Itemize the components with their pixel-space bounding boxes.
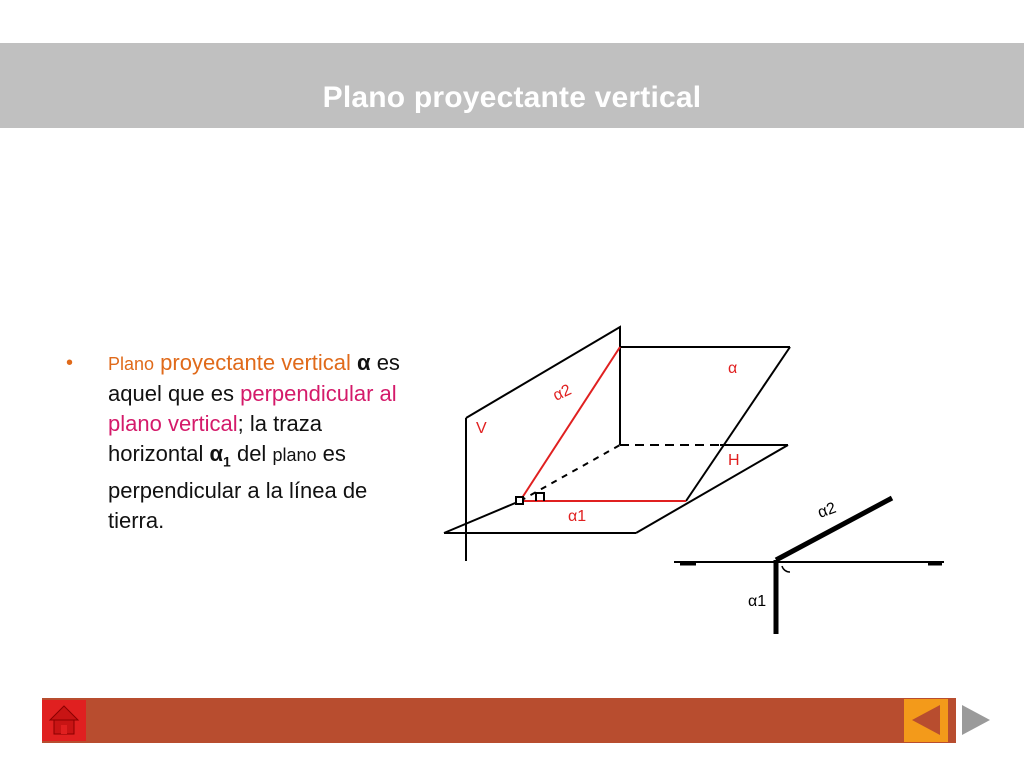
text-perpendicular-linea: es perpendicular a la línea de tierra.	[108, 441, 368, 534]
bullet-marker: •	[66, 352, 74, 374]
text-alpha: α	[357, 350, 371, 375]
text-proyectante-vertical: proyectante vertical	[154, 350, 351, 375]
page-title: Plano proyectante vertical	[322, 81, 702, 114]
alpha-right-edge	[686, 347, 790, 501]
text-plano: Plano	[108, 354, 155, 374]
label-alpha: α	[728, 360, 738, 377]
label-h: H	[728, 452, 740, 469]
bullet-text	[108, 348, 408, 536]
left-lower-edge	[444, 501, 520, 533]
right-angle-arc	[782, 566, 790, 572]
next-button[interactable]	[956, 698, 997, 743]
alpha2-trace	[520, 347, 620, 501]
title-bar	[0, 43, 1024, 128]
orthographic-diagram	[670, 494, 950, 639]
label-v: V	[476, 420, 487, 437]
label-alpha2-proj: α2	[815, 499, 839, 522]
right-angle-marker	[536, 493, 544, 501]
text-plano-small: plano	[272, 445, 317, 465]
home-icon	[42, 700, 86, 741]
text-es-aquel: es aquel que es	[108, 350, 400, 406]
text-perpendicular-plano-vertical: perpendicular al plano vertical	[108, 381, 397, 436]
arrow-right-icon	[956, 698, 997, 743]
label-alpha2: α2	[550, 381, 575, 405]
label-alpha1-proj: α1	[748, 593, 767, 610]
origin-marker	[516, 497, 523, 504]
text-alpha1: $\alpha_1$	[209, 441, 231, 470]
arrow-left-icon	[904, 699, 948, 742]
label-alpha1: α1	[568, 508, 587, 525]
home-button[interactable]	[42, 700, 86, 741]
text-del: del	[230, 441, 273, 466]
footer-bar	[42, 698, 997, 743]
vertical-plane-outline	[466, 327, 620, 445]
text-la-traza: ; la traza horizontal	[108, 411, 323, 466]
button-separator	[948, 698, 956, 743]
previous-button[interactable]	[904, 699, 948, 742]
